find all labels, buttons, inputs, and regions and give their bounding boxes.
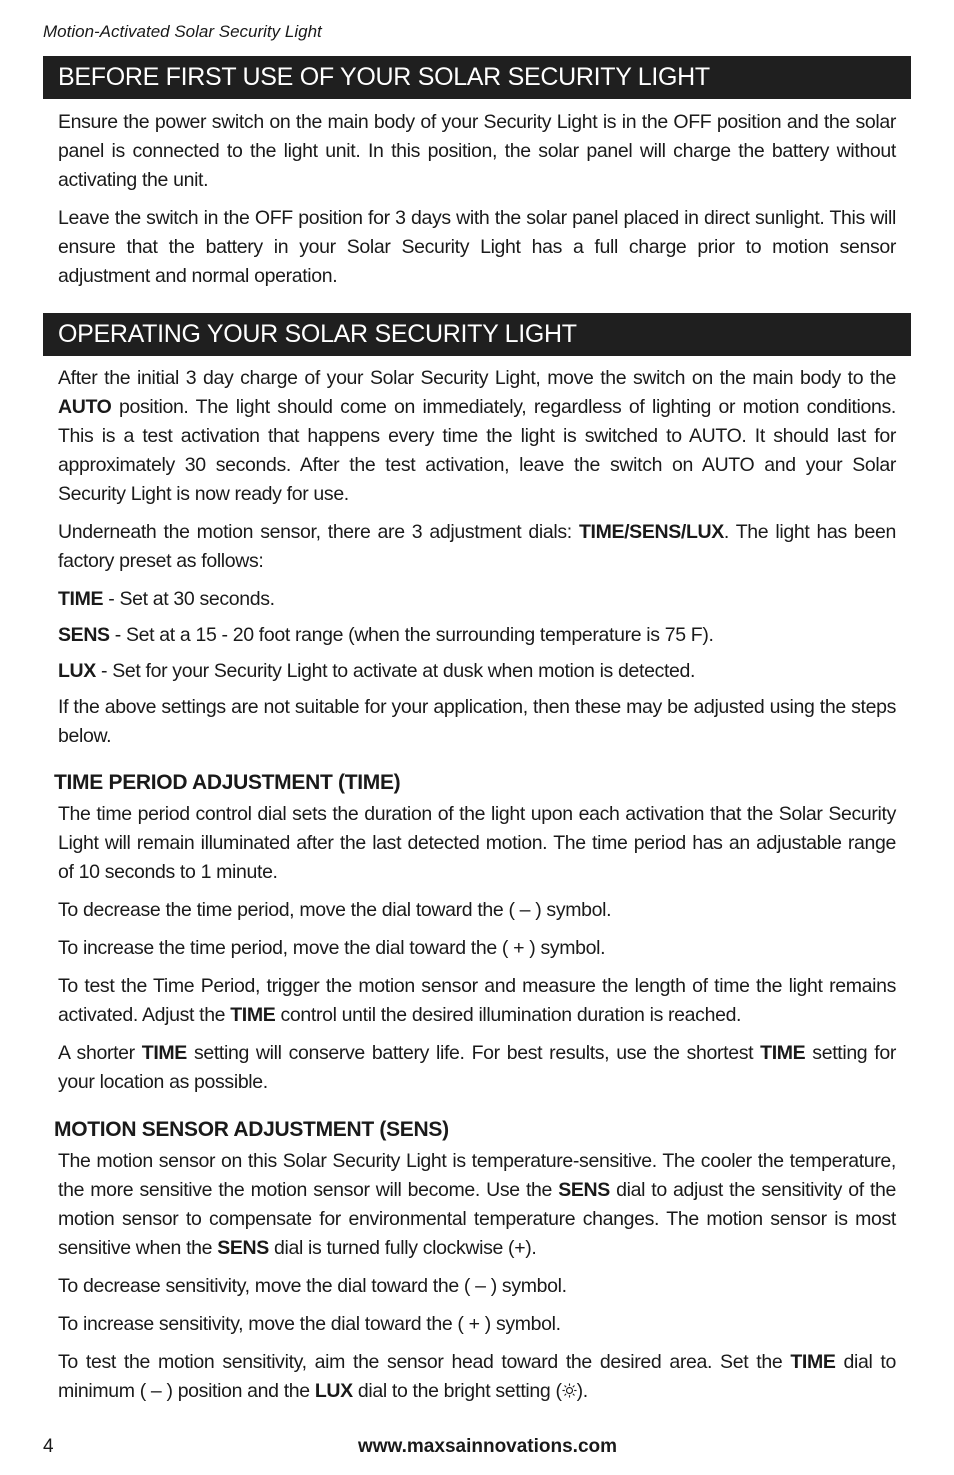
footer-url: www.maxsainnovations.com [358, 1436, 618, 1457]
paragraph: After the initial 3 day charge of your Solar Security Light, move the switch on the main body to the AUTO position. The light should come on immediately, regardless of lighting or motion conditions. This is a test activation that happens every time the light is switched to AUTO. It should last for approximately 30 seconds. After the test activation, leave the switch on AUTO and your Solar Security Light is now ready for use. [58, 367, 896, 505]
paragraph: To increase the time period, move the dial toward the ( + ) symbol. [58, 937, 606, 959]
section-operating [58, 364, 896, 760]
preset-sens: SENS - Set at a 15 - 20 foot range (when the surrounding temperature is 75 F). [58, 624, 714, 646]
section-motion-sensor [58, 1147, 896, 1415]
paragraph: The time period control dial sets the duration of the light upon each activation that the Solar Security Light will remain illuminated after the last detected motion. The time period has an adjustable range of 10 seconds to 1 minute. [58, 803, 896, 883]
paragraph: The motion sensor on this Solar Security Light is temperature-sensitive. The cooler the temperature, the more sensitive the motion sensor will become. Use the SENS dial to adjust the sensitivity of the motion sensor to compensate for environmental temperature changes. The motion sensor is most sensitive when the SENS dial is turned fully clockwise (+). [58, 1150, 896, 1259]
paragraph: To test the Time Period, trigger the motion sensor and measure the length of time the light remains activated. Adjust the TIME control until the desired illumination duration is reached. [58, 975, 896, 1026]
page-number: 4 [43, 1436, 54, 1457]
heading-time-period-adjustment: TIME PERIOD ADJUSTMENT (TIME) [54, 771, 401, 794]
section-banner-before-first-use: BEFORE FIRST USE OF YOUR SOLAR SECURITY LIGHT [43, 56, 911, 99]
preset-lux: LUX - Set for your Security Light to activate at dusk when motion is detected. [58, 660, 696, 682]
paragraph: A shorter TIME setting will conserve battery life. For best results, use the shortest TIME setting for your location as possible. [58, 1042, 896, 1093]
paragraph: Ensure the power switch on the main body of your Security Light is in the OFF position and the solar panel is connected to the light unit. In this position, the solar panel will charge the battery without activating the unit. [58, 111, 896, 191]
preset-time: TIME - Set at 30 seconds. [58, 588, 275, 610]
section-before-first-use [58, 108, 896, 300]
paragraph: If the above settings are not suitable for your application, then these may be adjusted using the steps below. [58, 696, 896, 747]
section-banner-operating: OPERATING YOUR SOLAR SECURITY LIGHT [43, 313, 911, 356]
heading-motion-sensor-adjustment: MOTION SENSOR ADJUSTMENT (SENS) [54, 1118, 449, 1141]
paragraph: Leave the switch in the OFF position for 3 days with the solar panel placed in direct sunlight. This will ensure that the battery in your Solar Security Light has a full charge prior to motion sensor adjustment and normal operation. [58, 207, 896, 287]
document-title: Motion-Activated Solar Security Light [43, 22, 322, 41]
paragraph: Underneath the motion sensor, there are 3 adjustment dials: TIME/SENS/LUX. The light has been factory preset as follows: [58, 521, 896, 572]
sun-icon [562, 1383, 577, 1398]
paragraph: To decrease sensitivity, move the dial toward the ( – ) symbol. [58, 1275, 567, 1297]
paragraph: To increase sensitivity, move the dial toward the ( + ) symbol. [58, 1313, 561, 1335]
paragraph: To decrease the time period, move the dial toward the ( – ) symbol. [58, 899, 612, 921]
section-time-period [58, 800, 896, 1106]
paragraph: To test the motion sensitivity, aim the sensor head toward the desired area. Set the TIME dial to minimum ( – ) position and the LUX dial to the bright setting ( ). [58, 1351, 896, 1402]
